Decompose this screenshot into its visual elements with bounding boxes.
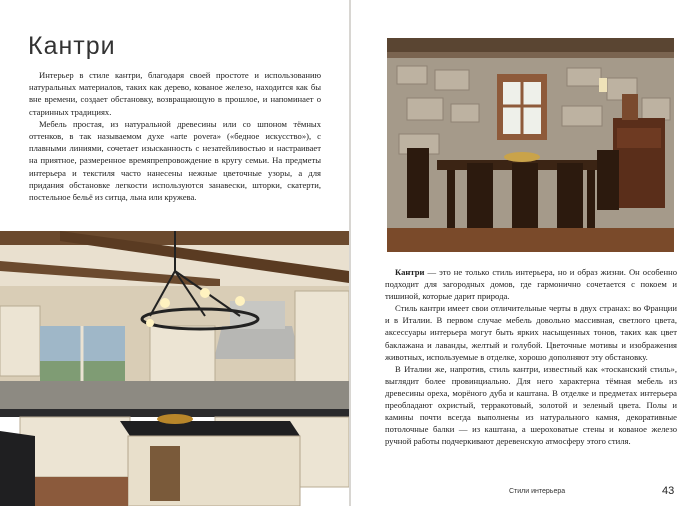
footer-section-label: Стили интерьера [509, 488, 566, 495]
paragraph: Стиль кантри имеет свои отличительные черты в двух странах: во Франции и в Италии. В первом случае мебель довольно массивная, светлого цвета, аксессуары интерьера могут быть ярких насыщенных тонов, таких как цвет баклажана и лаванды, желтый и голубой. Цветочные мотивы и изображения животных, используемые в отделке, хорошо дополняют эту обстановку. [385, 303, 677, 362]
lead-bold: Кантри [395, 267, 425, 277]
dining-room-photo [387, 38, 674, 252]
paragraph: Мебель простая, из натуральной древесины или со шпоном тёмных оттенков, в так называемом духе «arte povera» («бедное искусство»), с плавными линиями, сочетает изысканность с незатейливостью и настраивает на приятное, размеренное времяпрепровождение в кругу семьи. На предметы интерьера и текстиля часто нанесены нежные цветочные узоры, а для придания обстановке легкости используются занавески, шторки, скатерти, постельное бельё из ситца, льна или кружева. [29, 118, 321, 203]
page-title: Кантри [28, 32, 116, 60]
paragraph: В Италии же, напротив, стиль кантри, известный как «тосканский стиль», выглядит более провинциально. Для него характерна тёмная мебель из древесины ореха, морёного дуба и каштана. В отделке и предметах интерьера преобладают охристый, терракотовый, золотой и зеленый цвета. Полы и камины почти всегда выполнены из натурального камня, декоративные потолочные балки — из каштана, а шероховатые стены и кованое железо ручной работы подчеркивают деревенскую атмосферу этого стиля. [385, 363, 677, 447]
lead-paragraph [385, 266, 677, 302]
intro-text [29, 69, 321, 203]
page-number: 43 [662, 485, 675, 497]
right-page [351, 0, 700, 506]
body-text [385, 266, 677, 447]
lead-rest: — это не только стиль интерьера, но и образ жизни. Он особенно подходит для загородных домов, где гармонично сочетается с покоем и тишиной, которые дарит природа. [385, 267, 677, 302]
left-page [0, 0, 349, 506]
kitchen-photo [0, 231, 349, 506]
paragraph: Интерьер в стиле кантри, благодаря своей простоте и использованию натуральных материалов, таких как дерево, кованое железо, находится как бы вне времени, создает обстановку, возвращающую в прошлое, и напоминает о старинных традициях. [29, 70, 321, 117]
